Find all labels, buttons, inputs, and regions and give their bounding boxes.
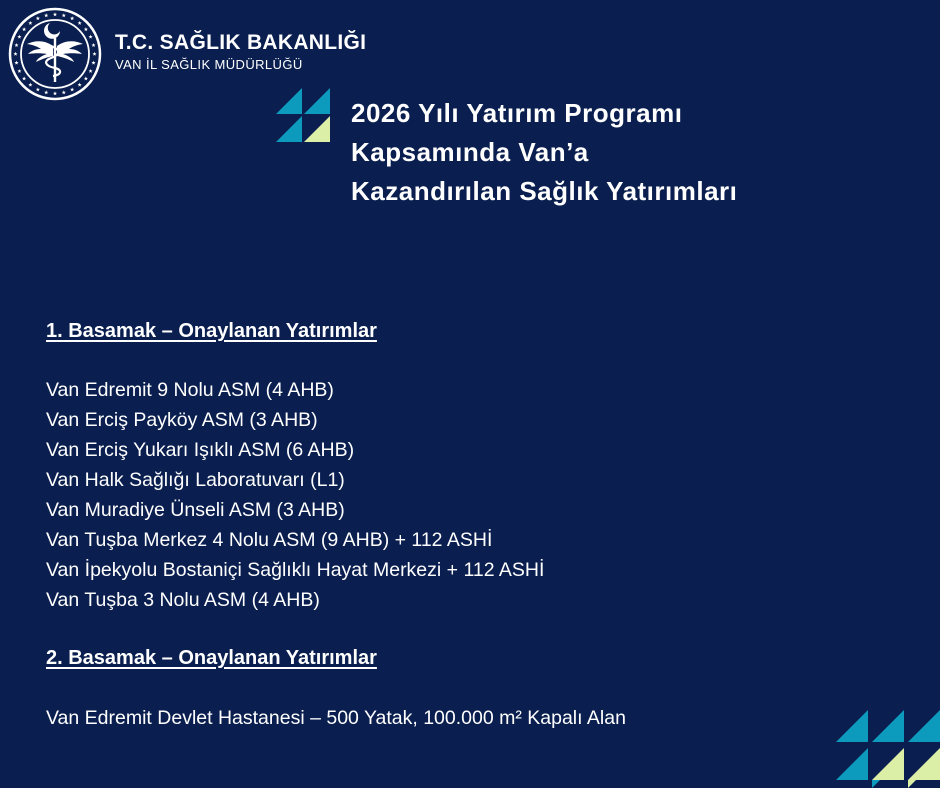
corner-triangle-pattern-icon — [836, 708, 940, 788]
star-icon — [28, 21, 32, 25]
list-item: Van Tuşba Merkez 4 Nolu ASM (9 AHB) + 112 ASHİ — [46, 529, 493, 551]
star-icon — [62, 13, 66, 17]
star-icon — [84, 27, 88, 31]
star-icon — [78, 21, 82, 25]
star-icon — [89, 69, 93, 73]
star-icon — [92, 52, 96, 56]
star-icon — [14, 43, 18, 47]
star-icon — [17, 35, 21, 39]
star-icon — [91, 61, 95, 65]
section-heading: 1. Basamak – Onaylanan Yatırımlar — [46, 320, 377, 342]
star-icon — [53, 12, 57, 16]
star-icon — [84, 76, 88, 80]
star-icon — [44, 13, 48, 17]
page-title: 2026 Yılı Yatırım Programı Kapsamında Van’a Kazandırılan Sağlık Yatırımları — [351, 98, 738, 206]
list-item: Van Tuşba 3 Nolu ASM (4 AHB) — [46, 589, 320, 611]
star-icon — [70, 16, 74, 20]
investment-list — [46, 703, 826, 733]
star-icon — [13, 52, 17, 56]
ministry-emblem-icon — [7, 6, 103, 102]
star-icon — [44, 90, 48, 94]
star-icon — [53, 91, 57, 95]
star-icon — [28, 83, 32, 87]
section-primary-care — [46, 318, 826, 615]
section-heading: 2. Basamak – Onaylanan Yatırımlar — [46, 647, 377, 669]
list-item: Van Edremit 9 Nolu ASM (4 AHB) — [46, 379, 334, 401]
star-icon — [36, 16, 40, 20]
star-icon — [70, 87, 74, 91]
star-icon — [91, 43, 95, 47]
star-icon — [17, 69, 21, 73]
list-item: Van Muradiye Ünseli ASM (3 AHB) — [46, 499, 345, 521]
directorate-name: VAN İL SAĞLIK MÜDÜRLÜĞÜ — [115, 57, 303, 72]
section-secondary-care — [46, 645, 826, 733]
list-item: Van Erciş Payköy ASM (3 AHB) — [46, 409, 318, 431]
investment-list — [46, 375, 826, 615]
star-icon — [78, 83, 82, 87]
organization-header — [115, 30, 366, 74]
ministry-name: T.C. SAĞLIK BAKANLIĞI — [115, 31, 367, 54]
star-icon — [22, 27, 26, 31]
list-item: Van Edremit Devlet Hastanesi – 500 Yatak, 100.000 m² Kapalı Alan — [46, 707, 626, 729]
star-icon — [22, 76, 26, 80]
list-item: Van Erciş Yukarı Işıklı ASM (6 AHB) — [46, 439, 355, 461]
list-item: Van Halk Sağlığı Laboratuvarı (L1) — [46, 469, 345, 491]
star-icon — [89, 35, 93, 39]
list-item: Van İpekyolu Bostaniçi Sağlıklı Hayat Merkezi + 112 ASHİ — [46, 559, 545, 581]
star-icon — [62, 90, 66, 94]
star-icon — [14, 61, 18, 65]
star-icon — [36, 87, 40, 91]
triangle-pattern-icon — [276, 88, 330, 142]
